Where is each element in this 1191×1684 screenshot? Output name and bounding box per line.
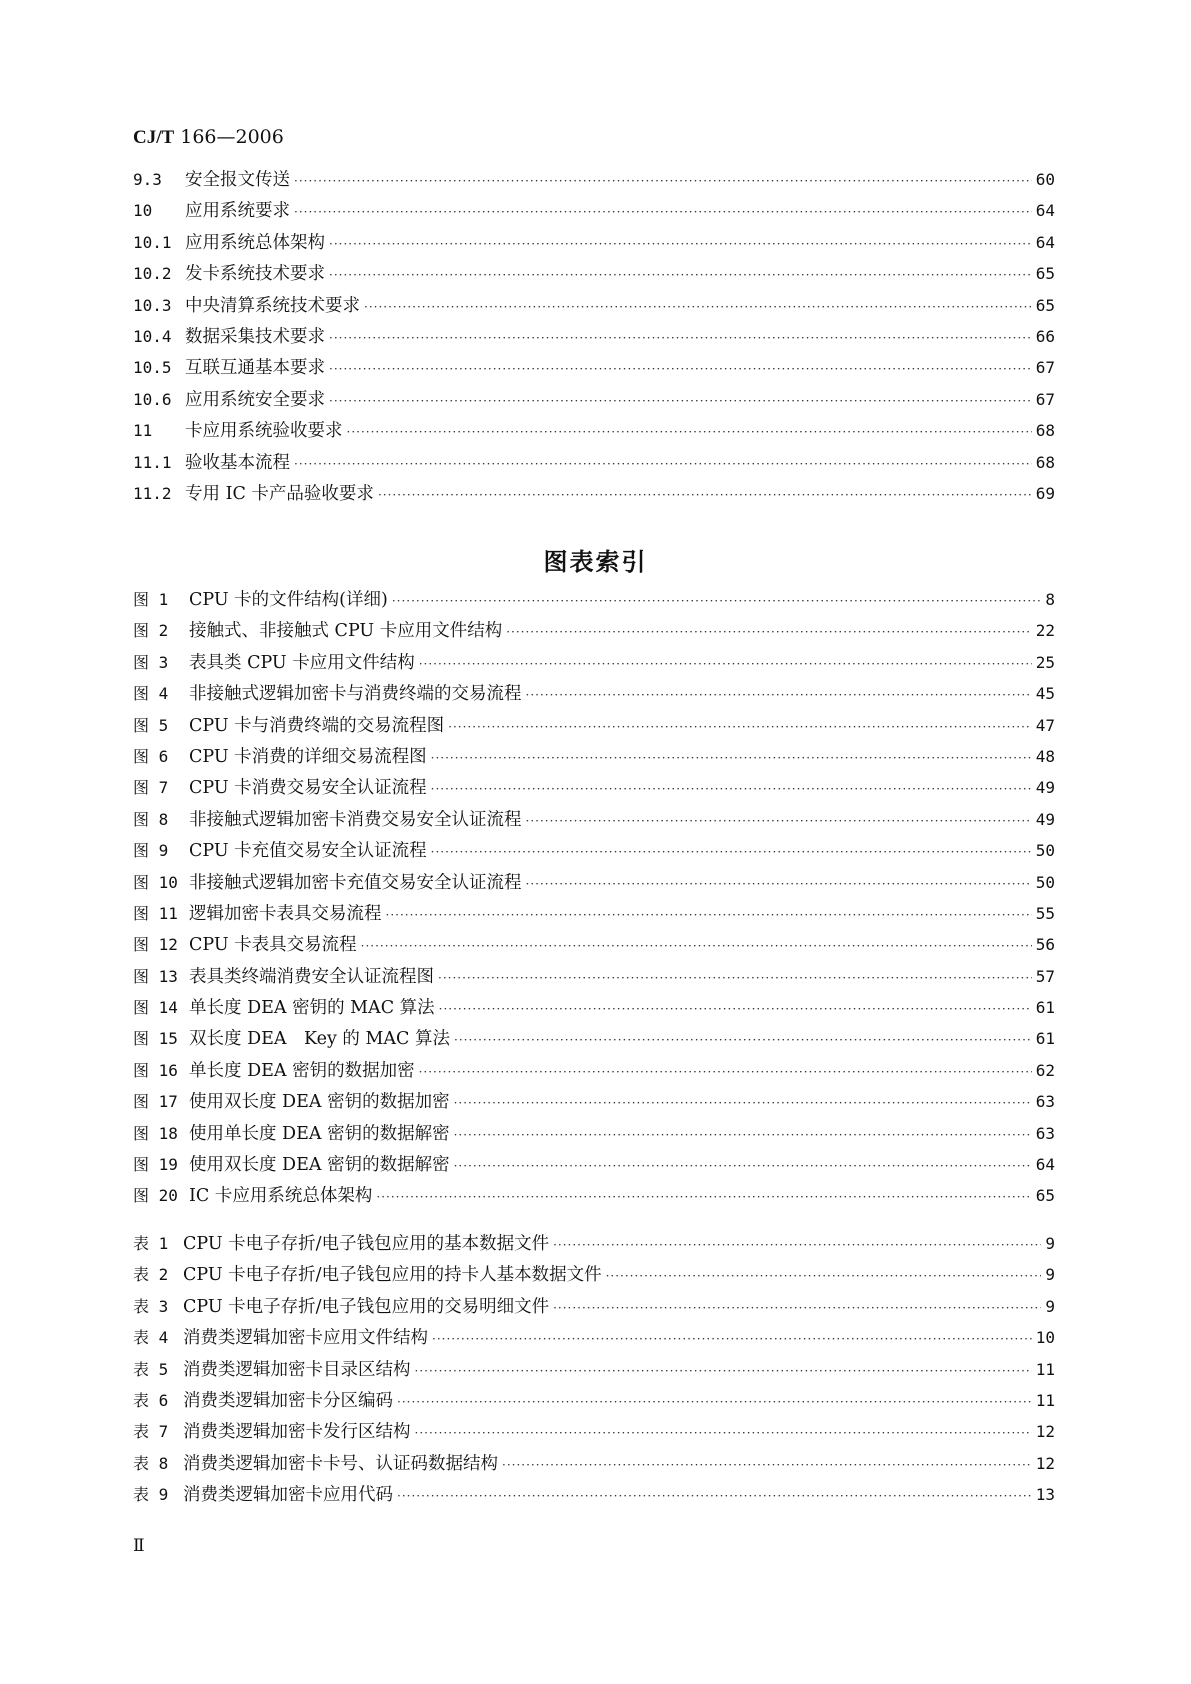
entry-title: CPU 卡电子存折/电子钱包应用的持卡人基本数据文件: [183, 1265, 602, 1286]
entry-number: 11.1: [133, 452, 172, 472]
toc-entry[interactable]: [133, 447, 1055, 478]
entry-number: 表 4: [133, 1328, 169, 1348]
entry-title: 消费类逻辑加密卡发行区结构: [183, 1422, 411, 1443]
entry-title: 消费类逻辑加密卡应用代码: [183, 1485, 393, 1506]
standard-code: CJ/T: [133, 127, 175, 148]
toc-entry[interactable]: [133, 1354, 1055, 1385]
dot-leader: [439, 994, 1032, 1025]
toc-entry[interactable]: [133, 1086, 1055, 1117]
dot-leader: [454, 1120, 1032, 1151]
entry-title: 卡应用系统验收要求: [185, 421, 343, 442]
toc-entry[interactable]: [133, 1416, 1055, 1447]
entry-number: 图 19: [133, 1155, 178, 1175]
dot-leader: [329, 229, 1032, 260]
dot-leader: [329, 354, 1032, 385]
entry-number: 图 1: [133, 590, 169, 609]
toc-entry[interactable]: [133, 227, 1055, 258]
entry-page-number: 57: [1035, 966, 1055, 986]
dot-leader: [438, 963, 1032, 994]
toc-entry[interactable]: [133, 804, 1055, 835]
toc-entry[interactable]: [133, 647, 1055, 678]
toc-entry[interactable]: [133, 867, 1055, 898]
dot-leader: [415, 1356, 1032, 1387]
entry-number: 10.3: [133, 295, 172, 315]
dot-leader: [502, 1450, 1032, 1481]
dot-leader: [431, 743, 1032, 774]
dot-leader: [392, 586, 1042, 617]
entry-title: CPU 卡消费的详细交易流程图: [189, 746, 427, 767]
entry-page-number: 9: [1045, 1234, 1055, 1253]
entry-number: 图 13: [133, 966, 178, 986]
dot-leader: [294, 197, 1032, 228]
dot-leader: [361, 931, 1032, 962]
entry-number: 图 17: [133, 1092, 178, 1112]
dot-leader: [419, 649, 1032, 680]
toc-entry[interactable]: [133, 615, 1055, 646]
entry-number: 图 15: [133, 1029, 178, 1049]
dot-leader: [347, 417, 1032, 448]
entry-number: 10.4: [133, 326, 172, 346]
toc-entry[interactable]: [133, 992, 1055, 1023]
dot-leader: [506, 617, 1032, 648]
entry-number: 图 12: [133, 935, 178, 955]
entry-number: 图 6: [133, 746, 169, 766]
dot-leader: [419, 1057, 1032, 1088]
entry-number: 图 5: [133, 715, 169, 735]
entry-number: 10.6: [133, 389, 172, 409]
dot-leader: [526, 806, 1032, 837]
toc-entry[interactable]: [133, 741, 1055, 772]
entry-title: CPU 卡电子存折/电子钱包应用的交易明细文件: [183, 1296, 550, 1317]
toc-entry[interactable]: [133, 710, 1055, 741]
entry-number: 图 8: [133, 809, 169, 829]
page-number-footer: Ⅱ: [133, 1536, 145, 1556]
entry-number: 表 2: [133, 1265, 169, 1285]
toc-entry[interactable]: [133, 1385, 1055, 1416]
entry-number: 图 4: [133, 684, 169, 704]
entry-number: 图 9: [133, 841, 169, 861]
entry-page-number: 69: [1035, 483, 1055, 503]
entry-page-number: 61: [1035, 1029, 1055, 1049]
entry-number: 图 18: [133, 1123, 178, 1143]
entry-page-number: 13: [1035, 1485, 1055, 1505]
toc-entry[interactable]: [133, 898, 1055, 929]
entry-title: 应用系统总体架构: [185, 232, 325, 253]
dot-leader: [526, 680, 1032, 711]
entry-page-number: 68: [1035, 421, 1055, 441]
dot-leader: [432, 1324, 1032, 1355]
toc-entry[interactable]: [133, 1149, 1055, 1180]
dot-leader: [397, 1387, 1032, 1418]
entry-page-number: 25: [1035, 652, 1055, 672]
document-header: [133, 126, 284, 149]
toc-entry[interactable]: [133, 415, 1055, 446]
toc-entry[interactable]: [133, 195, 1055, 226]
toc-entry[interactable]: [133, 1448, 1055, 1479]
entry-page-number: 47: [1035, 715, 1055, 735]
entry-title: 单长度 DEA 密钥的数据加密: [189, 1060, 415, 1081]
entry-page-number: 64: [1035, 1155, 1055, 1175]
entry-title: 使用单长度 DEA 密钥的数据解密: [189, 1123, 450, 1144]
entry-page-number: 62: [1035, 1060, 1055, 1080]
entry-title: 应用系统要求: [185, 201, 290, 222]
dot-leader: [294, 449, 1032, 480]
entry-title: 使用双长度 DEA 密钥的数据加密: [189, 1092, 450, 1113]
entry-number: 图 10: [133, 872, 178, 892]
dot-leader: [431, 837, 1032, 868]
toc-entry[interactable]: [133, 1055, 1055, 1086]
dot-leader: [364, 292, 1032, 323]
entry-page-number: 49: [1035, 809, 1055, 829]
dot-leader: [376, 1182, 1031, 1213]
entry-title: 消费类逻辑加密卡分区编码: [183, 1390, 393, 1411]
dot-leader: [329, 323, 1032, 354]
dot-leader: [294, 166, 1032, 197]
entry-title: 互联互通基本要求: [185, 358, 325, 379]
standard-number: 166—2006: [180, 126, 284, 148]
section-title: 图表索引: [543, 548, 648, 576]
entry-page-number: 50: [1035, 841, 1055, 861]
entry-title: 双长度 DEA Key 的 MAC 算法: [189, 1029, 450, 1050]
toc-entry[interactable]: [133, 478, 1055, 509]
entry-number: 图 16: [133, 1060, 178, 1080]
dot-leader: [553, 1230, 1041, 1261]
entry-title: CPU 卡消费交易安全认证流程: [189, 778, 427, 799]
entry-title: 表具类终端消费安全认证流程图: [189, 966, 434, 987]
entry-title: 应用系统安全要求: [185, 389, 325, 410]
entry-page-number: 61: [1035, 998, 1055, 1018]
entry-number: 图 14: [133, 998, 178, 1018]
entry-page-number: 9: [1045, 1265, 1055, 1285]
entry-page-number: 45: [1035, 684, 1055, 704]
toc-entry[interactable]: [133, 584, 1055, 615]
entry-title: 消费类逻辑加密卡目录区结构: [183, 1359, 411, 1380]
entry-page-number: 68: [1035, 452, 1055, 472]
entry-page-number: 12: [1035, 1422, 1055, 1442]
entry-title: 接触式、非接触式 CPU 卡应用文件结构: [189, 621, 503, 642]
table-index-list: [133, 1228, 1055, 1511]
entry-page-number: 63: [1035, 1092, 1055, 1112]
dot-leader: [378, 480, 1032, 511]
entry-number: 11: [133, 421, 153, 441]
entry-page-number: 60: [1035, 170, 1055, 189]
entry-number: 表 9: [133, 1485, 169, 1505]
toc-entry[interactable]: [133, 1180, 1055, 1211]
entry-number: 图 2: [133, 621, 169, 641]
entry-number: 10.1: [133, 232, 172, 252]
entry-number: 图 7: [133, 778, 169, 798]
entry-title: 中央清算系统技术要求: [185, 295, 360, 316]
entry-page-number: 65: [1035, 264, 1055, 284]
entry-number: 表 7: [133, 1422, 169, 1442]
toc-entry[interactable]: [133, 384, 1055, 415]
entry-page-number: 48: [1035, 746, 1055, 766]
entry-title: 非接触式逻辑加密卡消费交易安全认证流程: [189, 809, 522, 830]
entry-number: 图 11: [133, 903, 178, 923]
entry-title: 表具类 CPU 卡应用文件结构: [189, 652, 415, 673]
entry-number: 表 6: [133, 1390, 169, 1410]
toc-entry[interactable]: [133, 1228, 1055, 1259]
toc-entry[interactable]: [133, 961, 1055, 992]
entry-page-number: 66: [1035, 326, 1055, 346]
entry-page-number: 63: [1035, 1123, 1055, 1143]
dot-leader: [553, 1293, 1041, 1324]
dot-leader: [454, 1025, 1032, 1056]
entry-number: 表 8: [133, 1453, 169, 1473]
dot-leader: [606, 1261, 1042, 1292]
entry-number: 表 3: [133, 1296, 169, 1316]
toc-entry[interactable]: [133, 1479, 1055, 1510]
entry-page-number: 67: [1035, 358, 1055, 378]
dot-leader: [431, 774, 1032, 805]
entry-number: 图 20: [133, 1186, 178, 1206]
entry-page-number: 64: [1035, 201, 1055, 221]
entry-number: 表 5: [133, 1359, 169, 1379]
dot-leader: [329, 260, 1032, 291]
entry-title: 验收基本流程: [185, 452, 290, 473]
entry-title: 发卡系统技术要求: [185, 264, 325, 285]
entry-page-number: 8: [1045, 590, 1055, 609]
toc-contents-list: [133, 164, 1055, 509]
entry-page-number: 11: [1035, 1390, 1055, 1410]
dot-leader: [454, 1088, 1032, 1119]
entry-number: 10.5: [133, 358, 172, 378]
entry-title: CPU 卡的文件结构(详细): [189, 590, 388, 610]
toc-entry[interactable]: [133, 1291, 1055, 1322]
toc-entry[interactable]: [133, 1023, 1055, 1054]
entry-title: CPU 卡充值交易安全认证流程: [189, 841, 427, 862]
entry-page-number: 55: [1035, 903, 1055, 923]
dot-leader: [526, 869, 1032, 900]
entry-number: 10: [133, 201, 153, 221]
entry-page-number: 11: [1035, 1359, 1055, 1379]
entry-title: 数据采集技术要求: [185, 326, 325, 347]
entry-number: 图 3: [133, 652, 169, 672]
entry-title: CPU 卡表具交易流程: [189, 935, 357, 956]
toc-entry[interactable]: [133, 1118, 1055, 1149]
entry-title: 非接触式逻辑加密卡与消费终端的交易流程: [189, 684, 522, 705]
toc-entry[interactable]: [133, 164, 1055, 195]
entry-title: 专用 IC 卡产品验收要求: [185, 483, 374, 504]
entry-page-number: 22: [1035, 621, 1055, 641]
entry-title: 消费类逻辑加密卡应用文件结构: [183, 1328, 428, 1349]
dot-leader: [397, 1481, 1032, 1512]
toc-entry[interactable]: [133, 1322, 1055, 1353]
toc-entry[interactable]: [133, 1259, 1055, 1290]
dot-leader: [448, 712, 1032, 743]
entry-title: 逻辑加密卡表具交易流程: [189, 903, 382, 924]
entry-page-number: 49: [1035, 778, 1055, 798]
dot-leader: [415, 1418, 1032, 1449]
entry-title: CPU 卡电子存折/电子钱包应用的基本数据文件: [183, 1234, 550, 1254]
dot-leader: [329, 386, 1032, 417]
entry-page-number: 65: [1035, 1186, 1055, 1206]
entry-page-number: 67: [1035, 389, 1055, 409]
toc-entry[interactable]: [133, 929, 1055, 960]
toc-entry[interactable]: [133, 290, 1055, 321]
entry-number: 9.3: [133, 170, 162, 189]
entry-page-number: 56: [1035, 935, 1055, 955]
entry-title: 消费类逻辑加密卡卡号、认证码数据结构: [183, 1453, 498, 1474]
entry-page-number: 64: [1035, 232, 1055, 252]
entry-title: 安全报文传送: [185, 170, 290, 190]
entry-page-number: 10: [1035, 1328, 1055, 1348]
entry-title: 单长度 DEA 密钥的 MAC 算法: [189, 998, 435, 1019]
entry-title: IC 卡应用系统总体架构: [189, 1186, 373, 1207]
dot-leader: [454, 1151, 1032, 1182]
toc-entry[interactable]: [133, 258, 1055, 289]
toc-entry[interactable]: [133, 321, 1055, 352]
entry-page-number: 65: [1035, 295, 1055, 315]
dot-leader: [386, 900, 1032, 931]
entry-number: 11.2: [133, 483, 172, 503]
toc-entry[interactable]: [133, 772, 1055, 803]
entry-title: 非接触式逻辑加密卡充值交易安全认证流程: [189, 872, 522, 893]
figure-index-list: [133, 584, 1055, 1212]
entry-page-number: 50: [1035, 872, 1055, 892]
entry-number: 10.2: [133, 264, 172, 284]
toc-entry[interactable]: [133, 678, 1055, 709]
entry-page-number: 12: [1035, 1453, 1055, 1473]
toc-entry[interactable]: [133, 835, 1055, 866]
entry-title: CPU 卡与消费终端的交易流程图: [189, 715, 445, 736]
toc-entry[interactable]: [133, 352, 1055, 383]
entry-number: 表 1: [133, 1234, 169, 1253]
entry-page-number: 9: [1045, 1296, 1055, 1316]
entry-title: 使用双长度 DEA 密钥的数据解密: [189, 1155, 450, 1176]
